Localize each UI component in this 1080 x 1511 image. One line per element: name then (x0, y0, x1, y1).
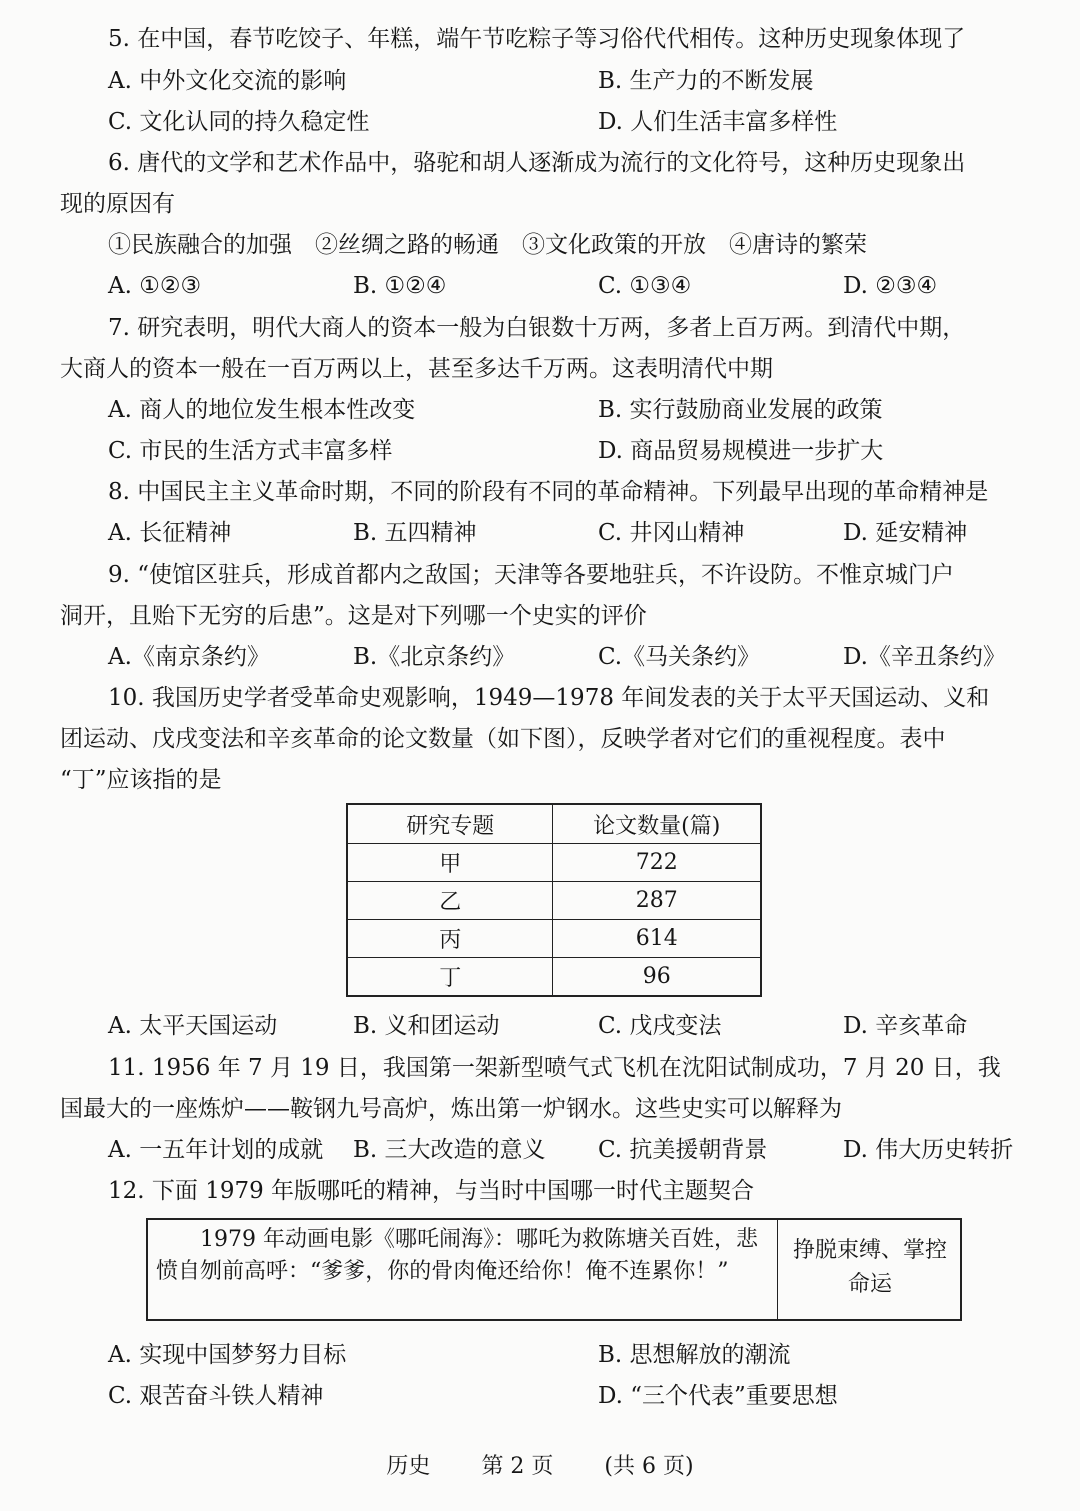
q9-option-b: B.《北京条约》 (353, 644, 516, 670)
q10-stem-line2: 团运动、戊戌变法和辛亥革命的论文数量（如下图），反映学者对它们的重视程度。表中 (60, 726, 946, 752)
q7-option-c: C. 市民的生活方式丰富多样 (108, 438, 393, 464)
q5-option-a: A. 中外文化交流的影响 (108, 68, 347, 94)
q11-option-c: C. 抗美援朝背景 (598, 1137, 768, 1163)
table-cell-count: 96 (553, 958, 761, 997)
q10-option-a: A. 太平天国运动 (108, 1013, 278, 1039)
footer-page-number: 第 2 页 (481, 1454, 554, 1479)
q9-stem-line1: 9. “使馆区驻兵，形成首都内之敌国；天津等各要地驻兵，不许设防。不惟京城门户 (108, 562, 955, 588)
q7-stem-line1: 7. 研究表明，明代大商人的资本一般为白银数十万两，多者上百万两。到清代中期， (108, 315, 966, 341)
table-header-topic: 研究专题 (347, 804, 553, 844)
q11-stem-line2: 国最大的一座炼炉——鞍钢九号高炉，炼出第一炉钢水。这些史实可以解释为 (60, 1096, 842, 1122)
q8-option-c: C. 井冈山精神 (598, 520, 745, 546)
q6-option-c: C. ①③④ (598, 273, 692, 299)
q6-option-b: B. ①②④ (353, 273, 447, 299)
q12-stem: 12. 下面 1979 年版哪吒的精神，与当时中国哪一时代主题契合 (108, 1178, 755, 1204)
table-cell-topic: 丁 (347, 958, 553, 997)
q11-option-d: D. 伟大历史转折 (843, 1137, 1014, 1163)
q10-option-d: D. 辛亥革命 (843, 1013, 968, 1039)
table-row (347, 958, 761, 997)
q8-option-a: A. 长征精神 (108, 520, 232, 546)
q6-statements: ①民族融合的加强 ②丝绸之路的畅通 ③文化政策的开放 ④唐诗的繁荣 (108, 232, 867, 258)
q9-option-a: A.《南京条约》 (108, 644, 270, 670)
table-row (347, 844, 761, 882)
q6-option-a: A. ①②③ (108, 273, 202, 299)
paper-count-table (346, 803, 762, 997)
table-cell-topic: 乙 (347, 882, 553, 920)
q11-option-a: A. 一五年计划的成就 (108, 1137, 324, 1163)
q7-stem-line2: 大商人的资本一般在一百万两以上，甚至多达千万两。这表明清代中期 (60, 356, 773, 382)
table-cell-topic: 丙 (347, 920, 553, 958)
q11-option-b: B. 三大改造的意义 (353, 1137, 546, 1163)
q9-option-d: D.《辛丑条约》 (843, 644, 1006, 670)
q9-stem-line2: 洞开，且贻下无穷的后患”。这是对下列哪一个史实的评价 (60, 603, 647, 629)
q6-stem-line1: 6. 唐代的文学和艺术作品中，骆驼和胡人逐渐成为流行的文化符号，这种历史现象出 (108, 150, 966, 176)
page-footer (0, 1452, 1080, 1482)
q11-stem-line1: 11. 1956 年 7 月 19 日，我国第一架新型喷气式飞机在沈阳试制成功，7 月 20 日，我 (108, 1055, 1001, 1081)
table-header-row (347, 804, 761, 844)
footer-total-pages: (共 6 页) (604, 1454, 694, 1479)
q7-option-b: B. 实行鼓励商业发展的政策 (598, 397, 883, 423)
q10-option-c: C. 戊戌变法 (598, 1013, 722, 1039)
q10-option-b: B. 义和团运动 (353, 1013, 500, 1039)
q10-stem-line1: 10. 我国历史学者受革命史观影响，1949—1978 年间发表的关于太平天国运动、义和 (108, 685, 990, 711)
nezha-quote-text: 1979 年动画电影《哪吒闹海》：哪吒为救陈塘关百姓，悲愤自刎前高呼：“爹爹，你的骨肉俺还给你！俺不连累你！” (148, 1220, 778, 1319)
q5-stem: 5. 在中国，春节吃饺子、年糕，端午节吃粽子等习俗代代相传。这种历史现象体现了 (108, 26, 966, 52)
table-cell-count: 614 (553, 920, 761, 958)
nezha-quote-box (146, 1218, 962, 1321)
q12-option-d: D. “三个代表”重要思想 (598, 1383, 838, 1409)
table-cell-count: 722 (553, 844, 761, 882)
q5-option-d: D. 人们生活丰富多样性 (598, 109, 838, 135)
q6-option-d: D. ②③④ (843, 273, 938, 299)
footer-subject: 历史 (386, 1454, 431, 1479)
q6-stem-line2: 现的原因有 (60, 191, 175, 217)
q8-option-d: D. 延安精神 (843, 520, 968, 546)
table-row (347, 882, 761, 920)
q7-option-a: A. 商人的地位发生根本性改变 (108, 397, 416, 423)
q8-stem: 8. 中国民主主义革命时期，不同的阶段有不同的革命精神。下列最早出现的革命精神是 (108, 479, 989, 505)
q5-option-c: C. 文化认同的持久稳定性 (108, 109, 370, 135)
q5-option-b: B. 生产力的不断发展 (598, 68, 814, 94)
q8-option-b: B. 五四精神 (353, 520, 477, 546)
table-cell-count: 287 (553, 882, 761, 920)
table-row (347, 920, 761, 958)
q10-stem-line3: “丁”应该指的是 (60, 767, 222, 793)
q7-option-d: D. 商品贸易规模进一步扩大 (598, 438, 884, 464)
q12-option-b: B. 思想解放的潮流 (598, 1342, 791, 1368)
q12-option-a: A. 实现中国梦努力目标 (108, 1342, 347, 1368)
table-cell-topic: 甲 (347, 844, 553, 882)
q12-option-c: C. 艰苦奋斗铁人精神 (108, 1383, 324, 1409)
table-header-count: 论文数量(篇) (553, 804, 761, 844)
q9-option-c: C.《马关条约》 (598, 644, 761, 670)
nezha-theme-text: 挣脱束缚、掌控命运 (792, 1238, 947, 1297)
